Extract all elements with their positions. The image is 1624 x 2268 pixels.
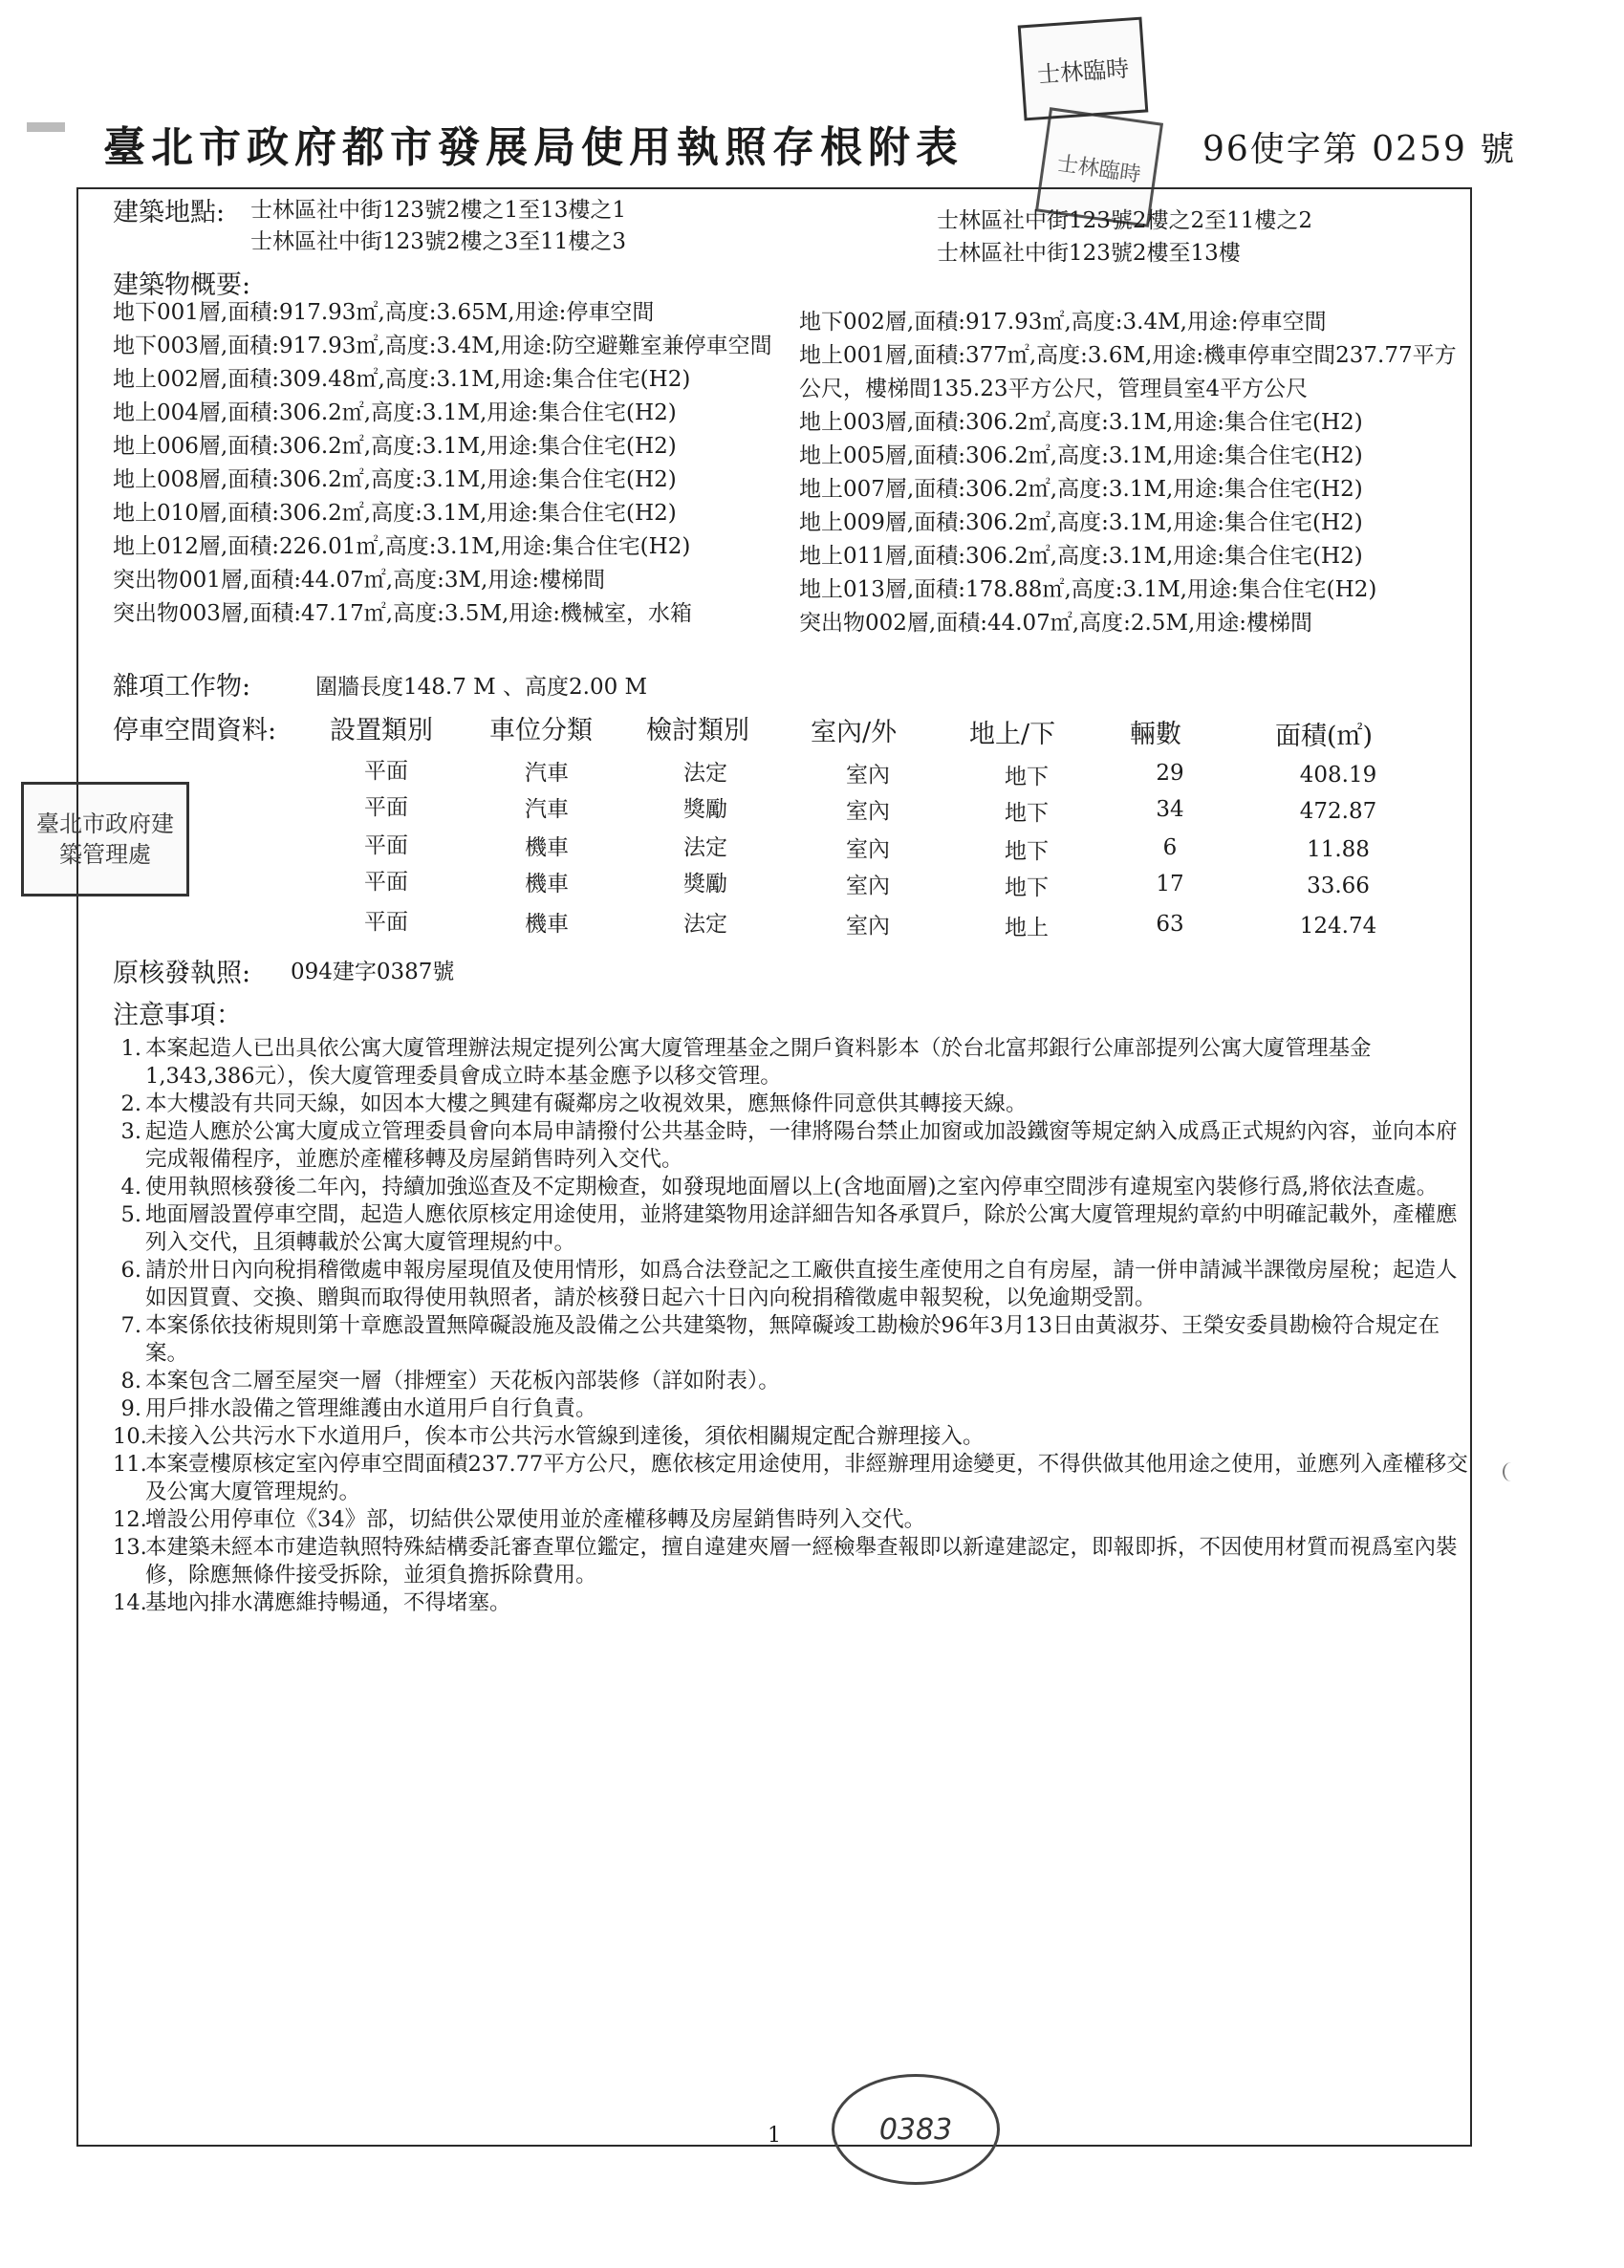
floor-1: 地上001層,面積:377㎡,高度:3.6M,用途:機車停車空間237.77平方公尺，樓梯間135.23平方公尺，管理員室4平方公尺 [799,343,1457,401]
table-cell: 獎勵 [683,872,727,896]
table-cell: 11.88 [1307,837,1370,862]
top-stamp [1018,17,1149,121]
floor-8: 地上008層,面積:306.2㎡,高度:3.1M,用途:集合住宅(H2) [113,467,677,492]
note-text: 使用執照核發後二年內，持續加強巡查及不定期檢查，如發現地面層以上(含地面層)之室內停車空間涉有違規室內裝修行爲,將依法查處。 [145,1175,1439,1199]
table-cell: 平面 [364,833,408,858]
table-cell: 室內 [846,837,890,862]
floor-4: 地上004層,面積:306.2㎡,高度:3.1M,用途:集合住宅(H2) [113,400,677,425]
table-cell: 平面 [364,759,408,784]
table-cell: 34 [1156,797,1184,822]
misc-value: 圍牆長度148.7 M 、高度2.00 M [315,675,648,700]
location-line-2: 士林區社中街123號2樓之3至11樓之3 [250,229,627,254]
floor-10: 地上010層,面積:306.2㎡,高度:3.1M,用途:集合住宅(H2) [113,501,677,526]
list-item [113,1091,1470,1118]
note-number: 12. [113,1507,147,1532]
floor-2: 地上002層,面積:309.48㎡,高度:3.1M,用途:集合住宅(H2) [113,367,691,392]
note-number: 13. [113,1535,147,1560]
parking-header-review: 檢討類別 [646,716,749,745]
note-text: 地面層設置停車空間，起造人應依原核定用途使用，並將建築物用途詳細告知各承買戶，除於公寓大廈管理規約章約中明確記載外，產權應列入交代，且須轉載於公寓大廈管理規約中。 [145,1202,1458,1255]
note-text: 本案起造人已出具依公寓大廈管理辦法規定提列公寓大廈管理基金之開戶資料影本（於台北富邦銀行公庫部提列公寓大廈管理基金1,343,386元），俟大廈管理委員會成立時本基金應予以移交管理。 [145,1036,1372,1089]
table-cell: 地下 [1005,839,1049,864]
list-item [113,1395,1470,1423]
table-cell: 平面 [364,870,408,895]
note-text: 本案壹樓原核定室內停車空間面積237.77平方公尺，應依核定用途使用，非經辦理用途變更，不得供做其他用途之使用，並應列入產權移交及公寓大廈管理規約。 [145,1452,1468,1504]
document-title: 臺北市政府都市發展局使用執照存根附表 [103,123,964,172]
list-item [113,1035,1470,1091]
bottom-seal-text: 0383 [878,2112,953,2147]
table-cell: 地下 [1005,801,1049,826]
parking-header-setup: 設置類別 [330,716,433,745]
original-license-label: 原核發執照: [113,959,251,988]
table-cell: 室內 [846,874,890,898]
table-cell: 地下 [1005,765,1049,789]
table-cell: 汽車 [525,761,569,786]
note-text: 用戶排水設備之管理維護由水道用戶自行負責。 [145,1396,597,1421]
parking-header-vehicle: 車位分類 [489,716,593,745]
scan-artifact [27,122,65,132]
permit-number: 96使字第 0259 號 [1202,130,1517,169]
table-cell: 地下 [1005,875,1049,900]
overview-right-column [799,306,1459,640]
parking-header-area: 面積(㎡) [1275,722,1374,751]
note-number: 4. [120,1175,141,1199]
note-text: 本案係依技術規則第十章應設置無障礙設施及設備之公共建築物，無障礙竣工勘檢於96年3月13日由黃淑芬、王榮安委員勘檢符合規定在案。 [145,1313,1440,1366]
note-text: 本建築未經本市建造執照特殊結構委託審查單位鑑定，擅自違建夾層一經檢舉查報即以新違建認定，即報即拆，不因使用材質而視爲室內裝修，除應無條件接受拆除，並須負擔拆除費用。 [145,1535,1458,1588]
floor-b3: 地下003層,面積:917.93㎡,高度:3.4M,用途:防空避難室兼停車空間 [113,334,772,358]
location-line-1: 士林區社中街123號2樓之1至13樓之1 [250,198,627,223]
floor-r1: 突出物001層,面積:44.07㎡,高度:3M,用途:樓梯間 [113,568,606,593]
overview-label: 建築物概要: [113,270,251,300]
floor-11: 地上011層,面積:306.2㎡,高度:3.1M,用途:集合住宅(H2) [799,544,1363,569]
floor-6: 地上006層,面積:306.2㎡,高度:3.1M,用途:集合住宅(H2) [113,434,677,459]
note-number: 2. [120,1091,141,1116]
list-item [113,1451,1470,1506]
floor-3: 地上003層,面積:306.2㎡,高度:3.1M,用途:集合住宅(H2) [799,410,1363,435]
table-cell: 472.87 [1299,799,1377,824]
location-line-4: 士林區社中街123號2樓至13樓 [937,241,1241,266]
note-number: 3. [120,1119,141,1144]
note-number: 10. [113,1424,147,1449]
list-item [113,1506,1470,1534]
floor-r3: 突出物003層,面積:47.17㎡,高度:3.5M,用途:機械室，水箱 [113,601,693,626]
table-cell: 法定 [683,912,727,937]
table-cell: 33.66 [1307,874,1370,898]
note-number: 8. [120,1369,141,1393]
floor-b2: 地下002層,面積:917.93㎡,高度:3.4M,用途:停車空間 [799,310,1327,335]
floor-13: 地上013層,面積:178.88㎡,高度:3.1M,用途:集合住宅(H2) [799,577,1377,602]
parking-header-level: 地上/下 [969,720,1056,749]
bottom-seal [832,2074,1000,2185]
note-text: 本大樓設有共同天線，如因本大樓之興建有礙鄰房之收視效果，應無條件同意供其轉接天線。 [145,1091,1028,1116]
office-seal [21,782,189,896]
table-cell: 平面 [364,795,408,820]
table-cell: 124.74 [1299,914,1377,939]
note-number: 7. [120,1313,141,1338]
parking-label: 停車空間資料: [113,716,277,745]
floor-9: 地上009層,面積:306.2㎡,高度:3.1M,用途:集合住宅(H2) [799,510,1363,535]
table-cell: 法定 [683,761,727,786]
note-number: 14. [113,1590,147,1615]
floor-b1: 地下001層,面積:917.93㎡,高度:3.65M,用途:停車空間 [113,300,655,325]
note-number: 6. [120,1258,141,1283]
top-stamp-text: 士林臨時 [1036,54,1131,88]
note-number: 11. [113,1452,147,1477]
table-cell: 獎勵 [683,797,727,822]
table-cell: 29 [1156,761,1184,786]
floor-5: 地上005層,面積:306.2㎡,高度:3.1M,用途:集合住宅(H2) [799,443,1363,468]
table-cell: 17 [1156,872,1184,896]
scan-artifact [1503,1462,1520,1481]
note-text: 基地內排水溝應維持暢通，不得堵塞。 [145,1590,511,1615]
floor-12: 地上012層,面積:226.01㎡,高度:3.1M,用途:集合住宅(H2) [113,534,691,559]
list-item [113,1118,1470,1174]
table-cell: 63 [1156,912,1184,937]
note-number: 9. [120,1396,141,1421]
page-number: 1 [768,2124,781,2148]
notes-list [113,1035,1470,1617]
list-item [113,1423,1470,1451]
note-number: 5. [120,1202,141,1227]
table-cell: 機車 [525,912,569,937]
note-number: 1. [120,1036,141,1061]
list-item [113,1257,1470,1312]
note-text: 請於卅日內向稅捐稽徵處申報房屋現值及使用情形，如爲合法登記之工廠供直接生產使用之自有房屋，請一併申請減半課徵房屋稅；起造人如因買賣、交換、贈與而取得使用執照者，請於核發日起六十日內向稅捐稽徵處申報契稅，以免逾期受罰。 [145,1258,1458,1310]
floor-r2: 突出物002層,面積:44.07㎡,高度:2.5M,用途:樓梯間 [799,611,1313,636]
table-cell: 機車 [525,835,569,860]
table-cell: 室內 [846,914,890,939]
table-cell: 6 [1162,835,1178,860]
original-license-value: 094建字0387號 [291,960,455,984]
parking-header-count: 輛數 [1130,720,1181,749]
office-seal-text: 臺北市政府建築管理處 [36,810,174,868]
note-text: 本案包含二層至屋突一層（排煙室）天花板內部裝修（詳如附表）。 [145,1369,780,1393]
floor-7: 地上007層,面積:306.2㎡,高度:3.1M,用途:集合住宅(H2) [799,477,1363,502]
table-cell: 法定 [683,835,727,860]
table-cell: 機車 [525,872,569,896]
parking-header-indoor: 室內/外 [811,718,898,747]
list-item [113,1201,1470,1257]
table-cell: 汽車 [525,797,569,822]
table-cell: 室內 [846,763,890,788]
table-cell: 408.19 [1299,763,1377,788]
note-text: 起造人應於公寓大廈成立管理委員會向本局申請撥付公共基金時，一律將陽台禁止加窗或加設鐵窗等規定納入成爲正式規約內容，並向本府完成報備程序，並應於產權移轉及房屋銷售時列入交代。 [145,1119,1458,1172]
list-item [113,1174,1470,1201]
misc-label: 雜項工作物: [113,672,251,702]
list-item [113,1589,1470,1617]
list-item [113,1534,1470,1589]
note-text: 增設公用停車位《34》部，切結供公眾使用並於產權移轉及房屋銷售時列入交代。 [145,1507,926,1532]
location-label: 建築地點: [113,198,226,227]
note-text: 未接入公共污水下水道用戶，俟本市公共污水管線到達後，須依相關規定配合辦理接入。 [145,1424,985,1449]
list-item [113,1312,1470,1368]
location-line-3: 士林區社中街123號2樓之2至11樓之2 [937,208,1313,233]
table-cell: 室內 [846,799,890,824]
notes-label: 注意事項： [113,1001,242,1030]
overview-left-column [113,296,801,631]
table-cell: 平面 [364,910,408,935]
table-cell: 地上 [1005,916,1049,940]
top-stamp-2-text: 士林臨時 [1055,151,1143,187]
list-item [113,1368,1470,1395]
